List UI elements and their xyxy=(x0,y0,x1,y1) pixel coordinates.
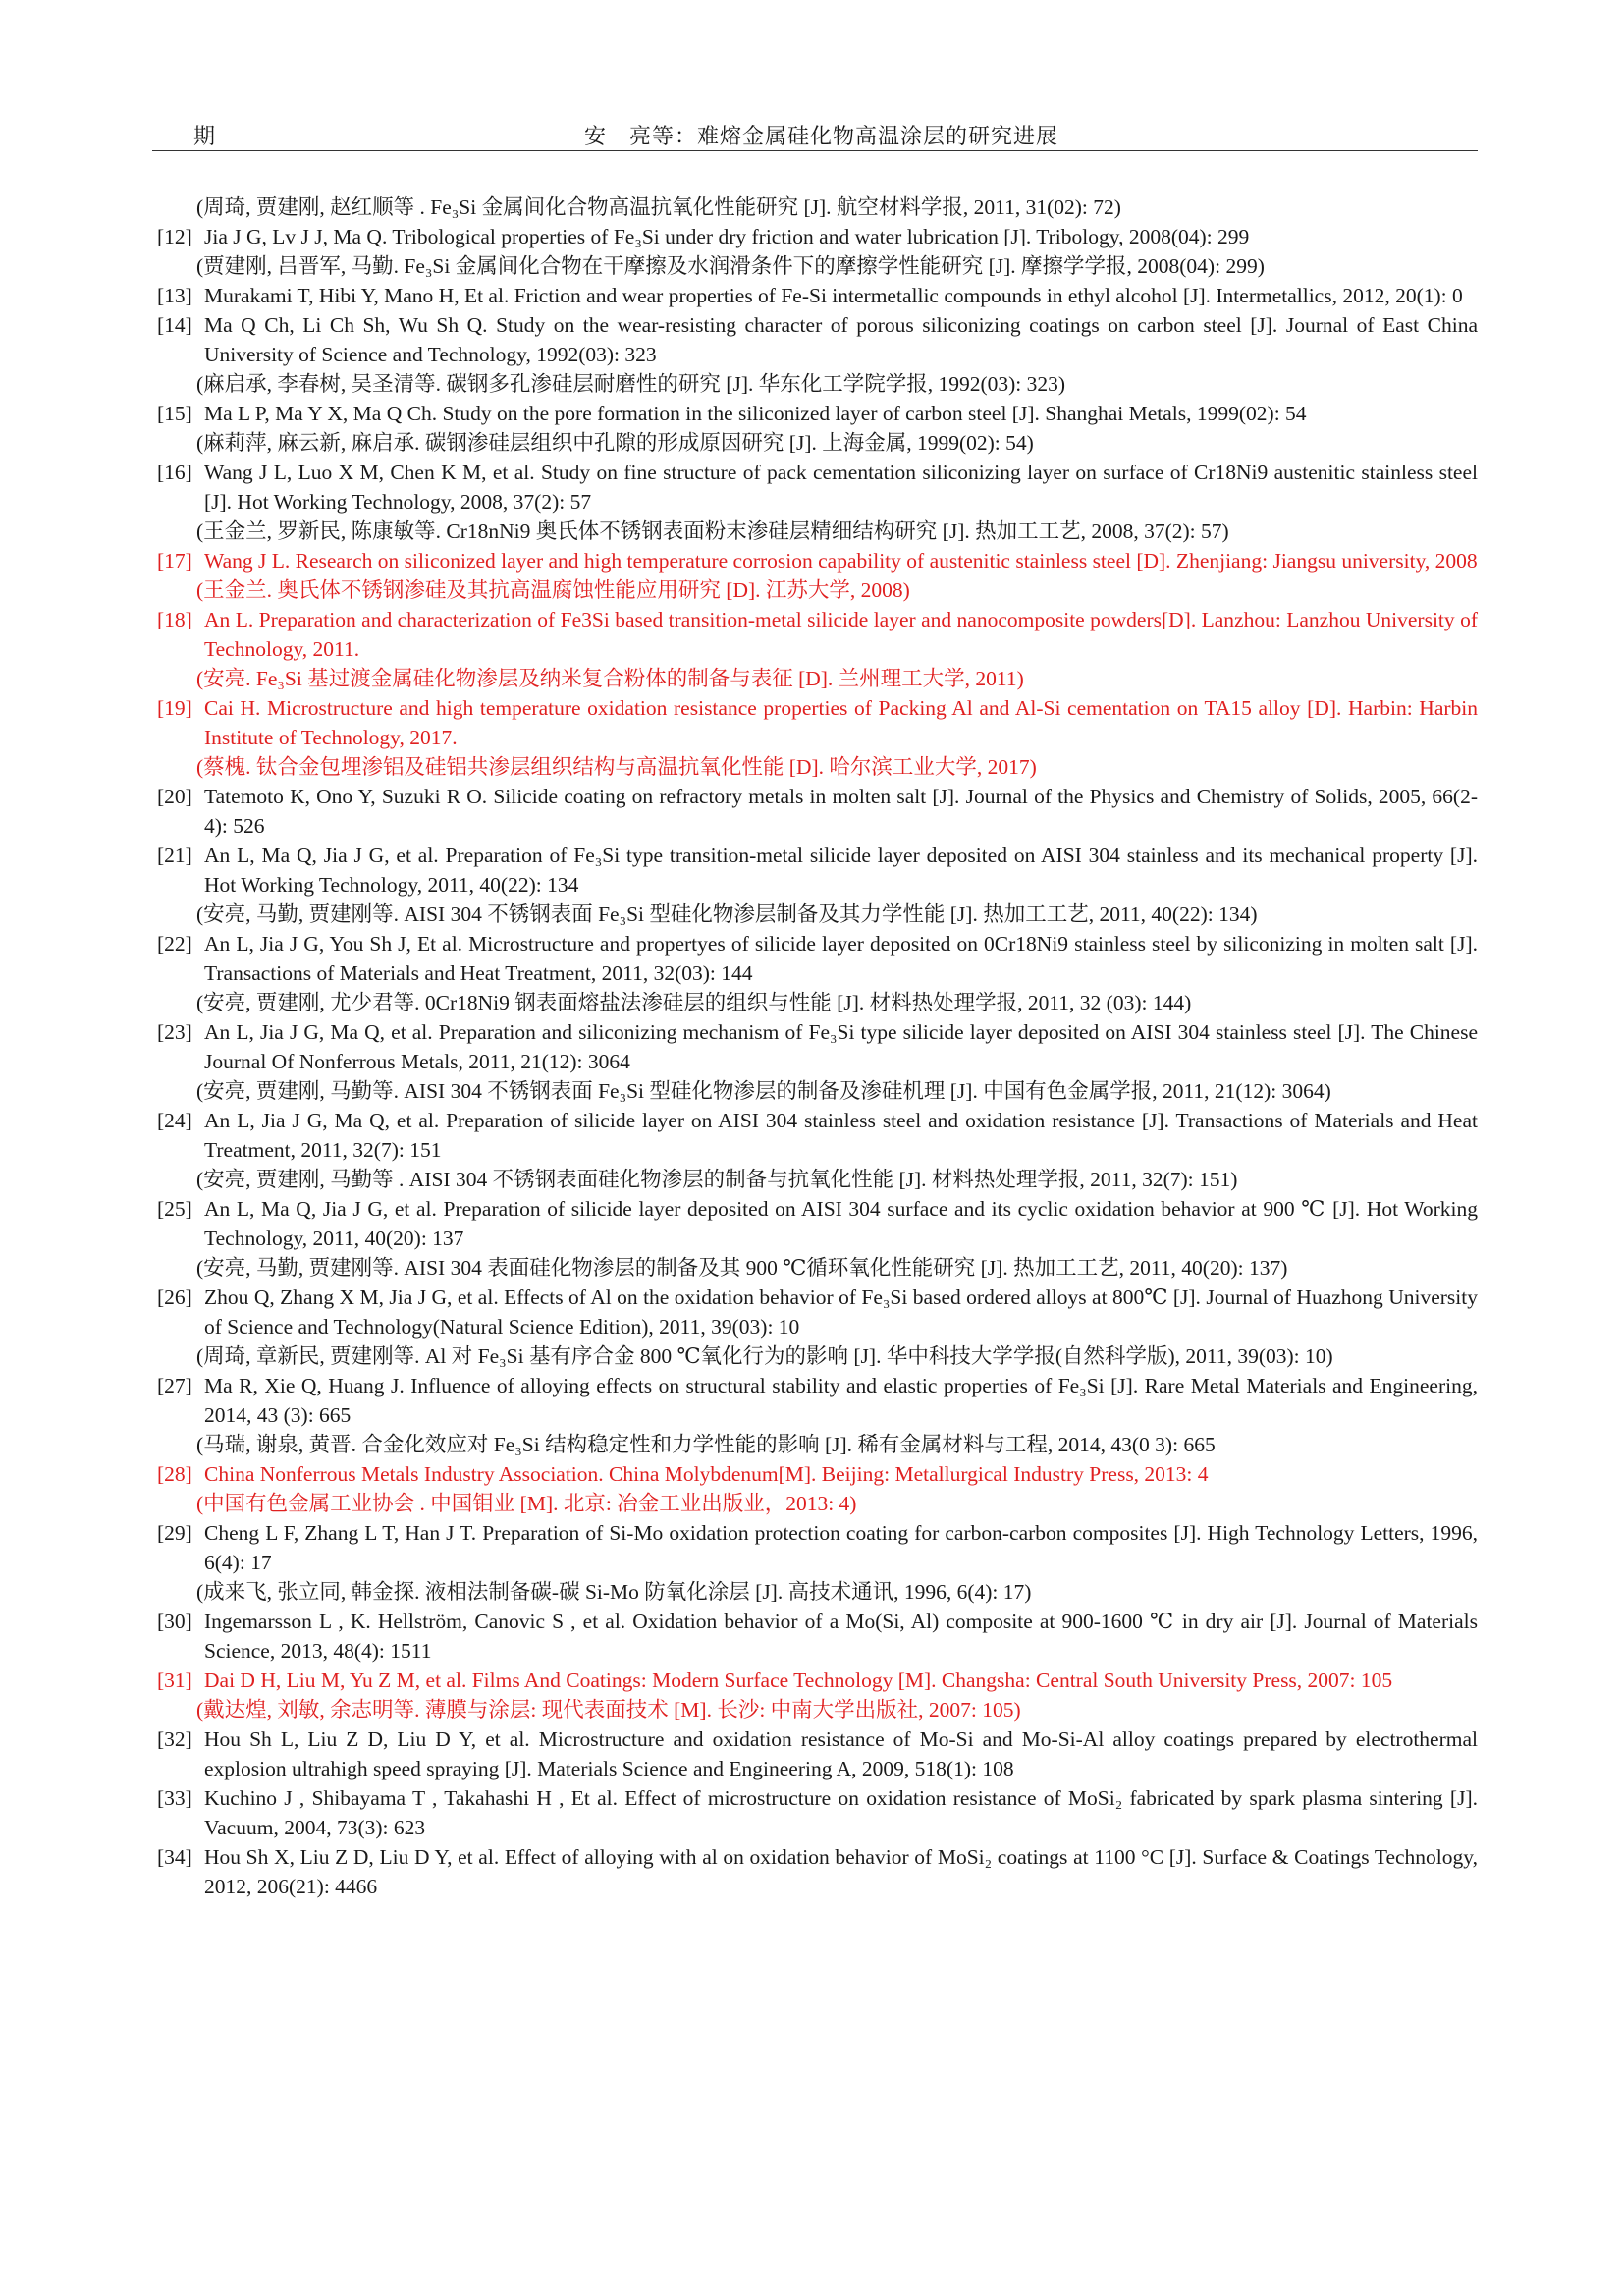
reference-translation: (王金兰. 奥氏体不锈钢渗硅及其抗高温腐蚀性能应用研究 [D]. 江苏大学, 2008) xyxy=(196,578,910,602)
header-title: 安 亮等：难熔金属硅化物高温涂层的研究进展 xyxy=(584,124,1059,148)
reference-number: [29] xyxy=(157,1521,192,1545)
reference-item xyxy=(157,1194,1478,1283)
reference-item xyxy=(157,929,1478,1017)
reference-item xyxy=(157,605,1478,693)
reference-item xyxy=(157,1371,1478,1459)
reference-text: Zhou Q, Zhang X M, Jia J G, et al. Effects of Al on the oxidation behavior of Fe₃Si based ordered alloys at 800℃ [J]. Journal of Huazhong University of Science and Technology(Natural Science Edition), 2011, 39(03): 10 xyxy=(204,1285,1478,1339)
reference-number: [32] xyxy=(157,1727,192,1751)
reference-translation: (周琦, 贾建刚, 赵红顺等 . Fe₃Si 金属间化合物高温抗氧化性能研究 [J]. 航空材料学报, 2011, 31(02): 72) xyxy=(196,195,1121,219)
reference-entry xyxy=(157,1459,1478,1489)
reference-text: An L, Ma Q, Jia J G, et al. Preparation of Fe₃Si type transition-metal silicide layer deposited on AISI 304 stainless and its mechanical property [J]. Hot Working Technology, 2011, 40(22): 134 xyxy=(204,844,1478,897)
reference-number: [19] xyxy=(157,696,192,720)
reference-number: [25] xyxy=(157,1197,192,1221)
reference-number: [27] xyxy=(157,1374,192,1397)
reference-item xyxy=(157,841,1478,929)
reference-item xyxy=(157,1017,1478,1106)
reference-text: Ma L P, Ma Y X, Ma Q Ch. Study on the pore formation in the siliconized layer of carbon steel [J]. Shanghai Metals, 1999(02): 54 xyxy=(204,402,1307,425)
reference-item xyxy=(157,782,1478,841)
reference-text: Ma Q Ch, Li Ch Sh, Wu Sh Q. Study on the wear-resisting character of porous siliconizing coatings on carbon steel [J]. Journal of East China University of Science and Technology, 1992(03): 323 xyxy=(204,313,1478,366)
reference-number: [16] xyxy=(157,461,192,484)
reference-translation: (成来飞, 张立同, 韩金探. 液相法制备碳-碳 Si-Mo 防氧化涂层 [J]. 高技术通讯, 1996, 6(4): 17) xyxy=(196,1580,1032,1604)
reference-number: [18] xyxy=(157,608,192,631)
reference-text: An L, Jia J G, You Sh J, Et al. Microstructure and propertyes of silicide layer deposited on 0Cr18Ni9 stainless steel by siliconizing in molten salt [J]. Transactions of Materials and Heat Treatment, 2011, 32(03): 144 xyxy=(204,932,1478,985)
reference-entry xyxy=(157,929,1478,988)
reference-text: An L, Ma Q, Jia J G, et al. Preparation of silicide layer deposited on AISI 304 surface and its cyclic oxidation behavior at 900 ℃ [J]. Hot Working Technology, 2011, 40(20): 137 xyxy=(204,1197,1478,1250)
reference-translation: (安亮, 马勤, 贾建刚等. AISI 304 不锈钢表面 Fe₃Si 型硅化物渗层制备及其力学性能 [J]. 热加工工艺, 2011, 40(22): 134) xyxy=(196,902,1258,926)
reference-translation: (安亮, 贾建刚, 尤少君等. 0Cr18Ni9 钢表面熔盐法渗硅层的组织与性能 [J]. 材料热处理学报, 2011, 32 (03): 144) xyxy=(196,991,1192,1014)
reference-translation: (中国有色金属工业协会 . 中国钼业 [M]. 北京: 冶金工业出版业，2013: 4) xyxy=(196,1492,857,1515)
reference-item xyxy=(157,458,1478,546)
reference-item xyxy=(157,1666,1478,1724)
reference-item xyxy=(157,192,1478,222)
reference-item xyxy=(157,1724,1478,1783)
reference-number: [23] xyxy=(157,1020,192,1044)
reference-number: [31] xyxy=(157,1668,192,1692)
running-header xyxy=(152,116,1478,155)
reference-entry xyxy=(157,281,1478,310)
reference-translation: (安亮. Fe₃Si 基过渡金属硅化物渗层及纳米复合粉体的制备与表征 [D]. 兰州理工大学, 2011) xyxy=(196,667,1024,690)
reference-item xyxy=(157,1607,1478,1666)
reference-item xyxy=(157,546,1478,605)
reference-text: Wang J L. Research on siliconized layer and high temperature corrosion capability of austenitic stainless steel [D]. Zhenjiang: Jiangsu university, 2008 xyxy=(204,549,1478,573)
reference-entry xyxy=(157,310,1478,369)
reference-translation: (周琦, 章新民, 贾建刚等. Al 对 Fe₃Si 基有序合金 800 ℃氧化行为的影响 [J]. 华中科技大学学报(自然科学版), 2011, 39(03): 10) xyxy=(196,1344,1333,1368)
reference-text: Hou Sh X, Liu Z D, Liu D Y, et al. Effect of alloying with al on oxidation behavior of MoSi₂ coatings at 1100 °C [J]. Surface & Coatings Technology, 2012, 206(21): 4466 xyxy=(204,1845,1478,1898)
reference-entry xyxy=(157,1783,1478,1842)
reference-entry xyxy=(157,1607,1478,1666)
reference-item xyxy=(157,399,1478,458)
reference-item xyxy=(157,1459,1478,1518)
reference-entry xyxy=(157,782,1478,841)
reference-entry xyxy=(157,1842,1478,1901)
header-issue: 期 xyxy=(193,124,216,148)
reference-text: Jia J G, Lv J J, Ma Q. Tribological properties of Fe₃Si under dry friction and water lubrication [J]. Tribology, 2008(04): 299 xyxy=(204,225,1250,248)
reference-number: [15] xyxy=(157,402,192,425)
reference-item xyxy=(157,1842,1478,1901)
reference-entry xyxy=(157,546,1478,575)
reference-translation: (麻启承, 李春树, 吴圣清等. 碳钢多孔渗硅层耐磨性的研究 [J]. 华东化工学院学报, 1992(03): 323) xyxy=(196,372,1066,396)
reference-number: [26] xyxy=(157,1285,192,1309)
reference-number: [33] xyxy=(157,1786,192,1810)
reference-translation: (麻莉萍, 麻云新, 麻启承. 碳钢渗硅层组织中孔隙的形成原因研究 [J]. 上海金属, 1999(02): 54) xyxy=(196,431,1034,455)
reference-text: Ma R, Xie Q, Huang J. Influence of alloying effects on structural stability and elastic properties of Fe₃Si [J]. Rare Metal Materials and Engineering, 2014, 43 (3): 665 xyxy=(204,1374,1478,1427)
reference-entry xyxy=(157,1518,1478,1577)
reference-item xyxy=(157,222,1478,281)
reference-number: [14] xyxy=(157,313,192,337)
reference-number: [30] xyxy=(157,1610,192,1633)
reference-entry xyxy=(157,399,1478,428)
reference-number: [17] xyxy=(157,549,192,573)
reference-text: Murakami T, Hibi Y, Mano H, Et al. Friction and wear properties of Fe-Si intermetallic compounds in ethyl alcohol [J]. Intermetallics, 2012, 20(1): 0 xyxy=(204,284,1463,307)
reference-item xyxy=(157,693,1478,782)
reference-text: Dai D H, Liu M, Yu Z M, et al. Films And Coatings: Modern Surface Technology [M]. Changsha: Central South University Press, 2007: 105 xyxy=(204,1668,1393,1692)
reference-number: [28] xyxy=(157,1462,192,1486)
reference-translation: (安亮, 马勤, 贾建刚等. AISI 304 表面硅化物渗层的制备及其 900 ℃循环氧化性能研究 [J]. 热加工工艺, 2011, 40(20): 137) xyxy=(196,1256,1288,1280)
reference-entry xyxy=(157,841,1478,900)
reference-number: [12] xyxy=(157,225,192,248)
reference-item xyxy=(157,281,1478,310)
reference-list xyxy=(157,192,1478,1901)
reference-text: China Nonferrous Metals Industry Association. China Molybdenum[M]. Beijing: Metallurgical Industry Press, 2013: 4 xyxy=(204,1462,1209,1486)
reference-translation: (安亮, 贾建刚, 马勤等. AISI 304 不锈钢表面 Fe₃Si 型硅化物渗层的制备及渗硅机理 [J]. 中国有色金属学报, 2011, 21(12): 3064) xyxy=(196,1079,1331,1103)
reference-item xyxy=(157,310,1478,399)
reference-entry xyxy=(157,1017,1478,1076)
reference-number: [13] xyxy=(157,284,192,307)
reference-translation: (戴达煌, 刘敏, 余志明等. 薄膜与涂层: 现代表面技术 [M]. 长沙: 中南大学出版社, 2007: 105) xyxy=(196,1698,1021,1722)
reference-text: Tatemoto K, Ono Y, Suzuki R O. Silicide coating on refractory metals in molten salt [J]. Journal of the Physics and Chemistry of Solids, 2005, 66(2-4): 526 xyxy=(204,785,1478,838)
reference-entry xyxy=(157,1666,1478,1695)
reference-entry xyxy=(157,605,1478,664)
reference-text: Hou Sh L, Liu Z D, Liu D Y, et al. Microstructure and oxidation resistance of Mo-Si and Mo-Si-Al alloy coatings prepared by electrothermal explosion ultrahigh speed spraying [J]. Materials Science and Engineering A, 2009, 518(1): 108 xyxy=(204,1727,1478,1780)
reference-text: An L, Jia J G, Ma Q, et al. Preparation of silicide layer on AISI 304 stainless steel and oxidation resistance [J]. Transactions of Materials and Heat Treatment, 2011, 32(7): 151 xyxy=(204,1109,1478,1162)
reference-number: [22] xyxy=(157,932,192,956)
reference-text: Cheng L F, Zhang L T, Han J T. Preparation of Si-Mo oxidation protection coating for carbon-carbon composites [J]. High Technology Letters, 1996, 6(4): 17 xyxy=(204,1521,1478,1574)
reference-translation: (贾建刚, 吕晋军, 马勤. Fe₃Si 金属间化合物在干摩擦及水润滑条件下的摩擦学性能研究 [J]. 摩擦学学报, 2008(04): 299) xyxy=(196,254,1265,278)
reference-entry xyxy=(157,1724,1478,1783)
reference-entry xyxy=(157,222,1478,251)
header-rule xyxy=(152,150,1478,151)
reference-entry xyxy=(157,1106,1478,1165)
reference-number: [24] xyxy=(157,1109,192,1132)
reference-text: An L. Preparation and characterization of Fe3Si based transition-metal silicide layer and nanocomposite powders[D]. Lanzhou: Lanzhou University of Technology, 2011. xyxy=(204,608,1478,661)
reference-text: Kuchino J , Shibayama T , Takahashi H , Et al. Effect of microstructure on oxidation resistance of MoSi₂ fabricated by spark plasma sintering [J]. Vacuum, 2004, 73(3): 623 xyxy=(204,1786,1478,1839)
reference-item xyxy=(157,1783,1478,1842)
reference-entry xyxy=(157,693,1478,752)
reference-text: Ingemarsson L , K. Hellström, Canovic S , et al. Oxidation behavior of a Mo(Si, Al) composite at 900-1600 ℃ in dry air [J]. Journal of Materials Science, 2013, 48(4): 1511 xyxy=(204,1610,1478,1663)
reference-text: Cai H. Microstructure and high temperature oxidation resistance properties of Packing Al and Al-Si cementation on TA15 alloy [D]. Harbin: Harbin Institute of Technology, 2017. xyxy=(204,696,1478,749)
reference-entry xyxy=(157,458,1478,517)
reference-entry xyxy=(157,1283,1478,1341)
reference-number: [20] xyxy=(157,785,192,808)
reference-number: [21] xyxy=(157,844,192,867)
reference-translation: (安亮, 贾建刚, 马勤等 . AISI 304 不锈钢表面硅化物渗层的制备与抗氧化性能 [J]. 材料热处理学报, 2011, 32(7): 151) xyxy=(196,1168,1238,1191)
reference-text: An L, Jia J G, Ma Q, et al. Preparation and siliconizing mechanism of Fe₃Si type silicide layer deposited on AISI 304 stainless steel [J]. The Chinese Journal Of Nonferrous Metals, 2011, 21(12): 3064 xyxy=(204,1020,1478,1073)
reference-translation: (马瑞, 谢泉, 黄晋. 合金化效应对 Fe₃Si 结构稳定性和力学性能的影响 [J]. 稀有金属材料与工程, 2014, 43(0 3): 665 xyxy=(196,1433,1216,1456)
reference-translation: (蔡槐. 钛合金包埋渗铝及硅铝共渗层组织结构与高温抗氧化性能 [D]. 哈尔滨工业大学, 2017) xyxy=(196,755,1037,779)
reference-text: Wang J L, Luo X M, Chen K M, et al. Study on fine structure of pack cementation siliconizing layer on surface of Cr18Ni9 austenitic stainless steel [J]. Hot Working Technology, 2008, 37(2): 57 xyxy=(204,461,1478,514)
reference-entry xyxy=(157,1194,1478,1253)
reference-translation: (王金兰, 罗新民, 陈康敏等. Cr18nNi9 奥氏体不锈钢表面粉末渗硅层精细结构研究 [J]. 热加工工艺, 2008, 37(2): 57) xyxy=(196,519,1229,543)
reference-item xyxy=(157,1518,1478,1607)
reference-entry xyxy=(157,1371,1478,1430)
reference-item xyxy=(157,1106,1478,1194)
reference-number: [34] xyxy=(157,1845,192,1869)
reference-item xyxy=(157,1283,1478,1371)
